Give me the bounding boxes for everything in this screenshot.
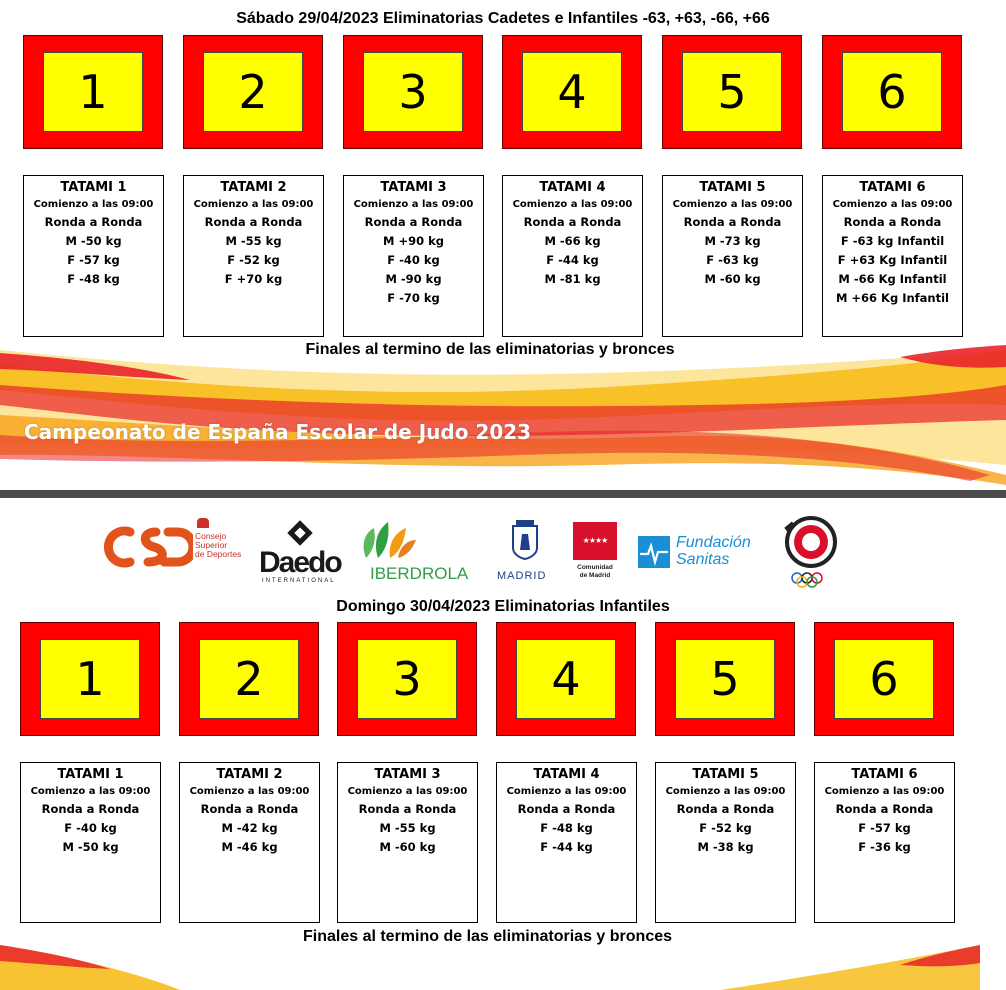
day1-finals-note: Finales al termino de las eliminatorias y bronces <box>305 341 675 358</box>
category: F -44 kg <box>540 840 593 854</box>
tatami-card <box>183 175 324 337</box>
category: M -60 kg <box>704 272 761 286</box>
category: F -57 kg <box>67 253 120 267</box>
mat-number: 4 <box>522 52 622 132</box>
tatami-name: TATAMI 4 <box>539 180 606 195</box>
tatami-start: Comienzo a las 09:00 <box>189 786 310 797</box>
category: F -52 kg <box>227 253 280 267</box>
iberdrola-logo: IBERDROLA <box>370 564 469 583</box>
day2-finals-note: Finales al termino de las eliminatorias y bronces <box>302 928 673 945</box>
mat-1 <box>20 622 160 736</box>
mat-2 <box>179 622 319 736</box>
tatami-card <box>179 762 320 923</box>
category: F -48 kg <box>67 272 120 286</box>
category: F -63 kg Infantil <box>840 234 945 248</box>
mat-number: 1 <box>43 52 143 132</box>
tatami-name: TATAMI 2 <box>220 180 287 195</box>
tatami-card <box>814 762 955 923</box>
tatami-name: TATAMI 5 <box>692 767 759 782</box>
category: M -55 kg <box>379 821 436 835</box>
mat-number: 3 <box>357 639 457 719</box>
category: F +70 kg <box>224 272 283 286</box>
mat-2 <box>183 35 323 149</box>
tatami-format: Ronda a Ronda <box>44 215 143 229</box>
mat-number: 3 <box>363 52 463 132</box>
tatami-start: Comienzo a las 09:00 <box>30 786 151 797</box>
sanitas-heartbeat-icon <box>638 536 670 568</box>
tatami-start: Comienzo a las 09:00 <box>665 786 786 797</box>
tatami-start: Comienzo a las 09:00 <box>506 786 627 797</box>
mat-number: 5 <box>675 639 775 719</box>
judo-federation-emblem-icon <box>783 516 839 588</box>
category: F -36 kg <box>858 840 911 854</box>
tatami-name: TATAMI 1 <box>60 180 127 195</box>
mat-number: 6 <box>842 52 942 132</box>
tatami-name: TATAMI 2 <box>216 767 283 782</box>
madrid-logo: MADRID <box>497 570 547 582</box>
tatami-start: Comienzo a las 09:00 <box>193 199 314 210</box>
csd-text: Consejo Superior de Deportes <box>195 531 242 559</box>
tatami-format: Ronda a Ronda <box>835 802 934 816</box>
mat-3 <box>337 622 477 736</box>
tatami-format: Ronda a Ronda <box>843 215 942 229</box>
comunidad-madrid-text: Comunidad de Madrid <box>577 564 613 579</box>
page-divider <box>0 490 1006 498</box>
madrid-crest-icon <box>510 520 540 560</box>
daedo-logo: Daedo <box>259 546 341 579</box>
category: M -46 kg <box>221 840 278 854</box>
category: F -70 kg <box>387 291 440 305</box>
tatami-name: TATAMI 4 <box>533 767 600 782</box>
tatami-name: TATAMI 5 <box>699 180 766 195</box>
iberdrola-leaves-icon <box>358 518 418 560</box>
tatami-name: TATAMI 1 <box>57 767 124 782</box>
tatami-card <box>502 175 643 337</box>
mat-number: 5 <box>682 52 782 132</box>
sponsor-logos <box>0 514 1006 588</box>
tatami-card <box>20 762 161 923</box>
mat-5 <box>655 622 795 736</box>
category: F -52 kg <box>699 821 752 835</box>
tatami-format: Ronda a Ronda <box>358 802 457 816</box>
tatami-start: Comienzo a las 09:00 <box>832 199 953 210</box>
tatami-start: Comienzo a las 09:00 <box>347 786 468 797</box>
category: M -55 kg <box>225 234 282 248</box>
fundacion-sanitas-text: Fundación Sanitas <box>676 534 751 568</box>
tatami-card <box>662 175 803 337</box>
tatami-format: Ronda a Ronda <box>204 215 303 229</box>
tatami-card <box>496 762 637 923</box>
category: F -57 kg <box>858 821 911 835</box>
tatami-format: Ronda a Ronda <box>517 802 616 816</box>
mat-6 <box>822 35 962 149</box>
tatami-card <box>822 175 963 337</box>
day2-title: Domingo 30/04/2023 Eliminatorias Infantiles <box>336 598 670 615</box>
category: M -38 kg <box>697 840 754 854</box>
category: F -63 kg <box>706 253 759 267</box>
tatami-start: Comienzo a las 09:00 <box>824 786 945 797</box>
tatami-name: TATAMI 6 <box>859 180 926 195</box>
tatami-card <box>23 175 164 337</box>
mat-4 <box>496 622 636 736</box>
tatami-start: Comienzo a las 09:00 <box>353 199 474 210</box>
tatami-format: Ronda a Ronda <box>200 802 299 816</box>
mat-4 <box>502 35 642 149</box>
bottom-ribbon <box>0 945 1006 990</box>
championship-title: Campeonato de España Escolar de Judo 2023 <box>24 420 532 444</box>
comunidad-madrid-flag-icon: ★★★★ <box>573 522 617 560</box>
tatami-name: TATAMI 6 <box>851 767 918 782</box>
tatami-name: TATAMI 3 <box>380 180 447 195</box>
tatami-card <box>655 762 796 923</box>
tatami-name: TATAMI 3 <box>374 767 441 782</box>
csd-crown-icon <box>197 518 209 528</box>
mat-5 <box>662 35 802 149</box>
tatami-format: Ronda a Ronda <box>676 802 775 816</box>
category: F -40 kg <box>64 821 117 835</box>
category: M -42 kg <box>221 821 278 835</box>
category: M -90 kg <box>385 272 442 286</box>
tatami-start: Comienzo a las 09:00 <box>512 199 633 210</box>
category: M -50 kg <box>62 840 119 854</box>
tatami-format: Ronda a Ronda <box>364 215 463 229</box>
category: M +66 Kg Infantil <box>835 291 950 305</box>
tatami-card <box>343 175 484 337</box>
category: F -48 kg <box>540 821 593 835</box>
category: M -73 kg <box>704 234 761 248</box>
day1-title: Sábado 29/04/2023 Eliminatorias Cadetes e Infantiles -63, +63, -66, +66 <box>236 10 770 27</box>
category: M -50 kg <box>65 234 122 248</box>
daedo-logo-icon <box>285 518 315 548</box>
mat-6 <box>814 622 954 736</box>
category: M +90 kg <box>383 234 444 248</box>
tatami-format: Ronda a Ronda <box>683 215 782 229</box>
ribbon-banner <box>0 345 1006 485</box>
tatami-start: Comienzo a las 09:00 <box>672 199 793 210</box>
csd-logo <box>98 522 193 572</box>
mat-number: 4 <box>516 639 616 719</box>
mat-number: 1 <box>40 639 140 719</box>
daedo-subtitle: INTERNATIONAL <box>262 578 336 584</box>
category: M -66 Kg Infantil <box>838 272 947 286</box>
mat-number: 2 <box>203 52 303 132</box>
category: M -60 kg <box>379 840 436 854</box>
mat-1 <box>23 35 163 149</box>
mat-number: 6 <box>834 639 934 719</box>
category: M -66 kg <box>544 234 601 248</box>
tatami-format: Ronda a Ronda <box>41 802 140 816</box>
tatami-card <box>337 762 478 923</box>
category: F +63 Kg Infantil <box>837 253 948 267</box>
tatami-start: Comienzo a las 09:00 <box>33 199 154 210</box>
mat-3 <box>343 35 483 149</box>
category: M -81 kg <box>544 272 601 286</box>
tatami-format: Ronda a Ronda <box>523 215 622 229</box>
category: F -44 kg <box>546 253 599 267</box>
mat-number: 2 <box>199 639 299 719</box>
category: F -40 kg <box>387 253 440 267</box>
